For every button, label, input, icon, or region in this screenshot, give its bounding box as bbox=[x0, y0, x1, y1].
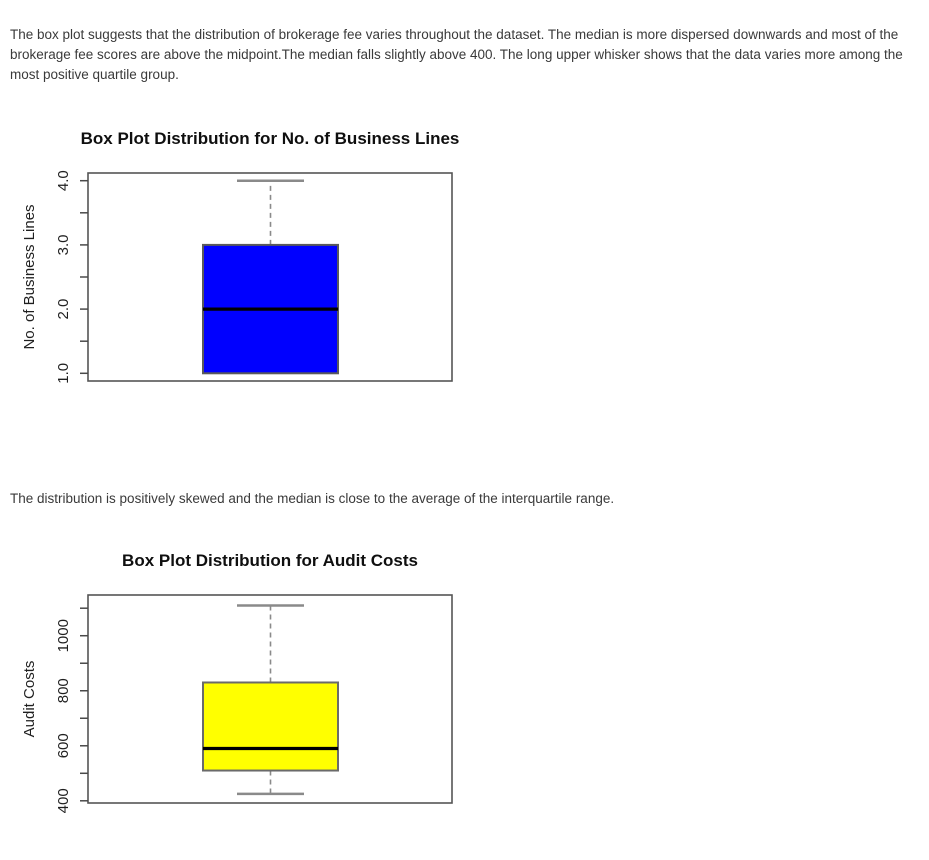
y-tick-label: 800 bbox=[54, 678, 72, 704]
y-tick-label: 1.0 bbox=[54, 362, 72, 384]
y-tick-label: 2.0 bbox=[54, 298, 72, 320]
y-tick-label: 600 bbox=[54, 733, 72, 759]
boxplot-audit-costs bbox=[0, 540, 540, 840]
y-tick-label: 3.0 bbox=[54, 234, 72, 256]
iqr-box bbox=[203, 682, 338, 770]
chart-title: Box Plot Distribution for No. of Business Lines bbox=[80, 129, 460, 148]
boxplot-svg bbox=[0, 118, 540, 418]
commentary-paragraph-brokerage-fee: The box plot suggests that the distribution of brokerage fee varies throughout the dataset. The median is more dispersed downwards and most of the brokerage fee scores are above the midpoint.The median falls slightly above 400. The long upper whisker shows that the data varies more among the most positive quartile group. bbox=[10, 27, 903, 82]
y-axis-label: Audit Costs bbox=[20, 660, 38, 738]
chart-title: Box Plot Distribution for Audit Costs bbox=[122, 551, 418, 570]
boxplot-business-lines bbox=[0, 118, 540, 418]
y-tick-label: 4.0 bbox=[54, 170, 72, 192]
commentary-paragraph-skewness: The distribution is positively skewed and the median is close to the average of the interquartile range. bbox=[10, 491, 615, 506]
y-tick-label: 400 bbox=[54, 788, 72, 814]
y-tick-label: 1000 bbox=[54, 619, 72, 653]
y-axis-label: No. of Business Lines bbox=[20, 204, 38, 350]
boxplot-svg bbox=[0, 540, 540, 840]
